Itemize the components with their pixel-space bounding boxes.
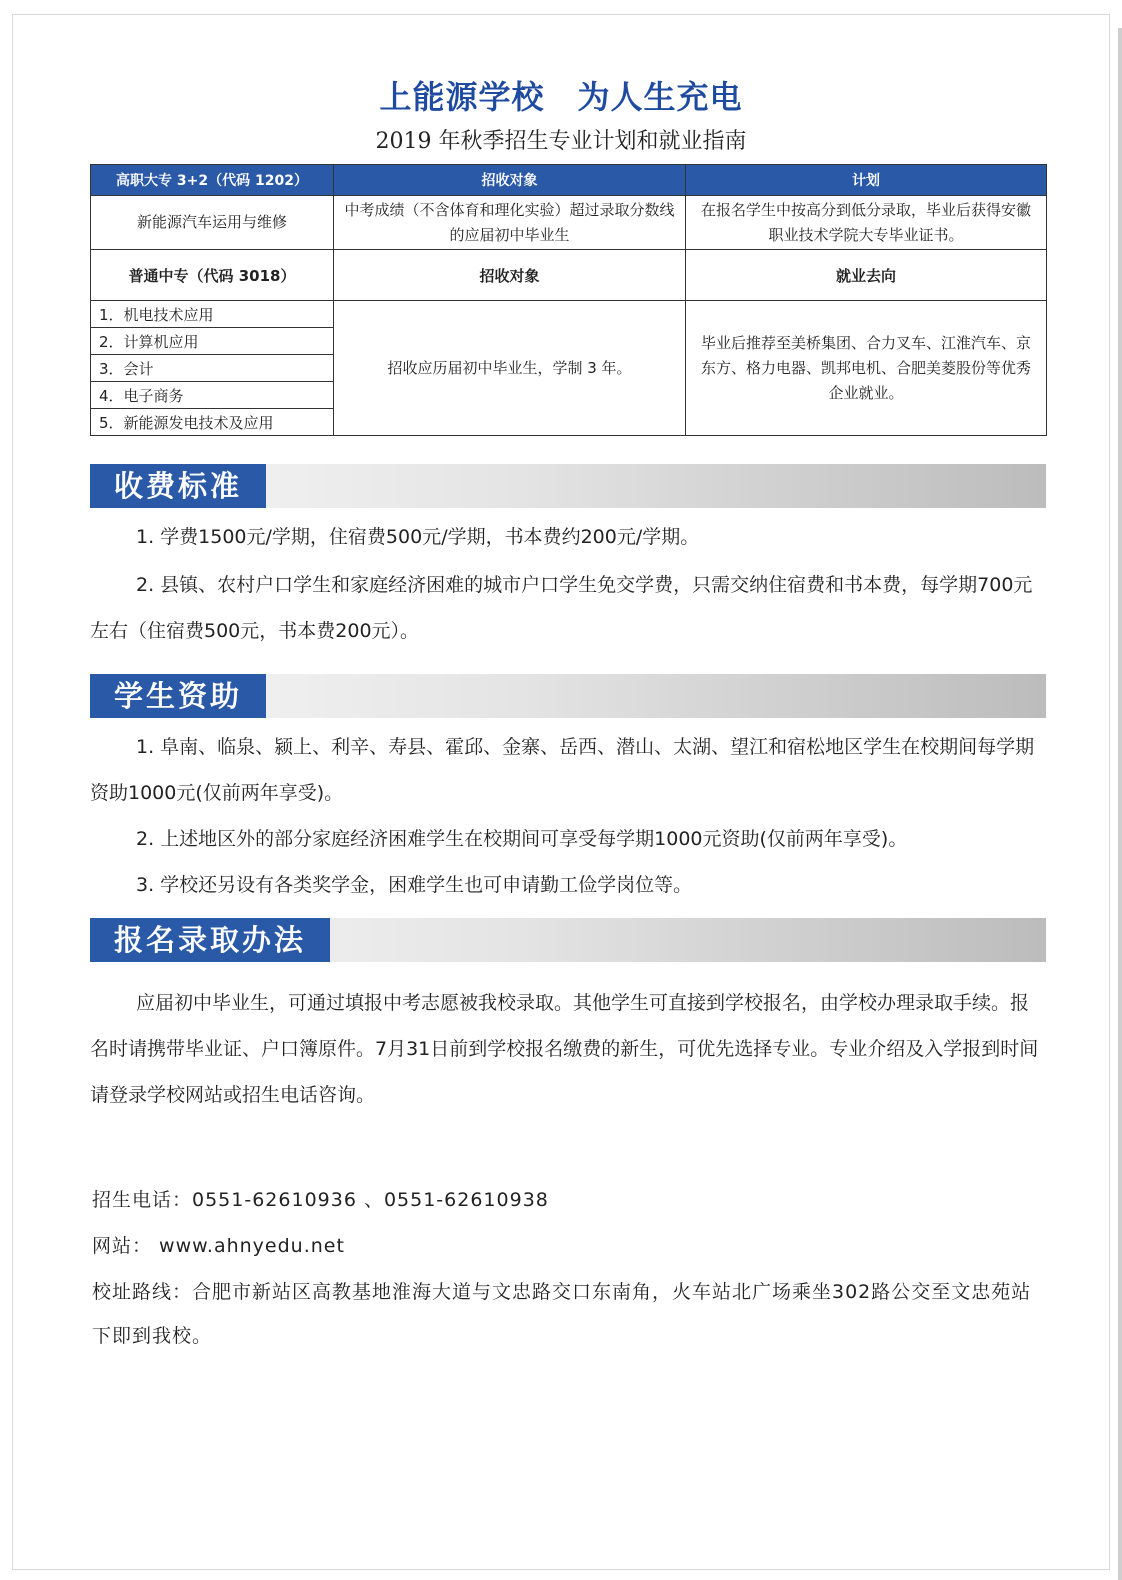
section-heading: 学生资助 xyxy=(90,674,266,718)
table-row xyxy=(91,165,1047,196)
section-heading: 收费标准 xyxy=(90,464,266,508)
fee-item: 2. 县镇、农村户口学生和家庭经济困难的城市户口学生免交学费，只需交纳住宿费和书本费，每学期700元左右（住宿费500元，书本费200元）。 xyxy=(90,574,1033,642)
section-header-aid xyxy=(90,674,1046,718)
table-row xyxy=(91,196,1047,250)
section-header-fees xyxy=(90,464,1046,508)
table-header-cell: 就业去向 xyxy=(686,250,1047,301)
enroll-text: 应届初中毕业生，可通过填报中考志愿被我校录取。其他学生可直接到学校报名，由学校办理录取手续。报名时请携带毕业证、户口簿原件。7月31日前到学校报名缴费的新生，可优先选择专业。专业介绍及入学报到时间请登录学校网站或招生电话咨询。 xyxy=(90,992,1039,1106)
aid-item: 1. 阜南、临泉、颍上、利辛、寿县、霍邱、金寨、岳西、潜山、太湖、望江和宿松地区学生在校期间每学期资助1000元(仅前两年享受)。 xyxy=(90,736,1035,804)
section-header-enroll xyxy=(90,918,1046,962)
table-header-cell: 普通中专（代码 3018） xyxy=(91,250,334,301)
page-title: 上能源学校 为人生充电 xyxy=(379,78,743,116)
table-header-cell: 招收对象 xyxy=(334,250,686,301)
table-cell: 中考成绩（不含体育和理化实验）超过录取分数线的应届初中毕业生 xyxy=(334,196,686,250)
table-row xyxy=(91,301,1047,328)
major-item: 5．新能源发电技术及应用 xyxy=(91,409,334,436)
contact-phone: 招生电话：0551-62610936 、0551-62610938 xyxy=(92,1189,549,1211)
fee-item: 1. 学费1500元/学期，住宿费500元/学期，书本费约200元/学期。 xyxy=(136,526,700,548)
major-item: 1．机电技术应用 xyxy=(91,301,334,328)
major-item: 2．计算机应用 xyxy=(91,328,334,355)
contact-website: 网站： www.ahnyedu.net xyxy=(92,1235,345,1257)
table-header-cell: 高职大专 3+2（代码 1202） xyxy=(91,165,334,196)
page-subtitle: 2019 年秋季招生专业计划和就业指南 xyxy=(375,129,747,154)
page-edge xyxy=(1118,28,1122,1580)
aid-item: 3. 学校还另设有各类奖学金，困难学生也可申请勤工俭学岗位等。 xyxy=(136,874,693,896)
table-cell: 毕业后推荐至美桥集团、合力叉车、江淮汽车、京东方、格力电器、凯邦电机、合肥美菱股份等优秀企业就业。 xyxy=(686,301,1047,436)
table-header-cell: 计划 xyxy=(686,165,1047,196)
major-item: 4．电子商务 xyxy=(91,382,334,409)
contact-address: 校址路线：合肥市新站区高教基地淮海大道与文忠路交口东南角，火车站北广场乘坐302路公交至文忠苑站下即到我校。 xyxy=(92,1281,1032,1347)
table-cell: 新能源汽车运用与维修 xyxy=(91,196,334,250)
table-cell: 在报名学生中按高分到低分录取，毕业后获得安徽职业技术学院大专毕业证书。 xyxy=(686,196,1047,250)
table-header-cell: 招收对象 xyxy=(334,165,686,196)
aid-item: 2. 上述地区外的部分家庭经济困难学生在校期间可享受每学期1000元资助(仅前两年享受)。 xyxy=(136,828,908,850)
table-row xyxy=(91,250,1047,301)
admission-plan-table xyxy=(90,164,1047,436)
section-heading: 报名录取办法 xyxy=(90,918,330,962)
table-cell: 招收应历届初中毕业生，学制 3 年。 xyxy=(334,301,686,436)
major-item: 3．会计 xyxy=(91,355,334,382)
